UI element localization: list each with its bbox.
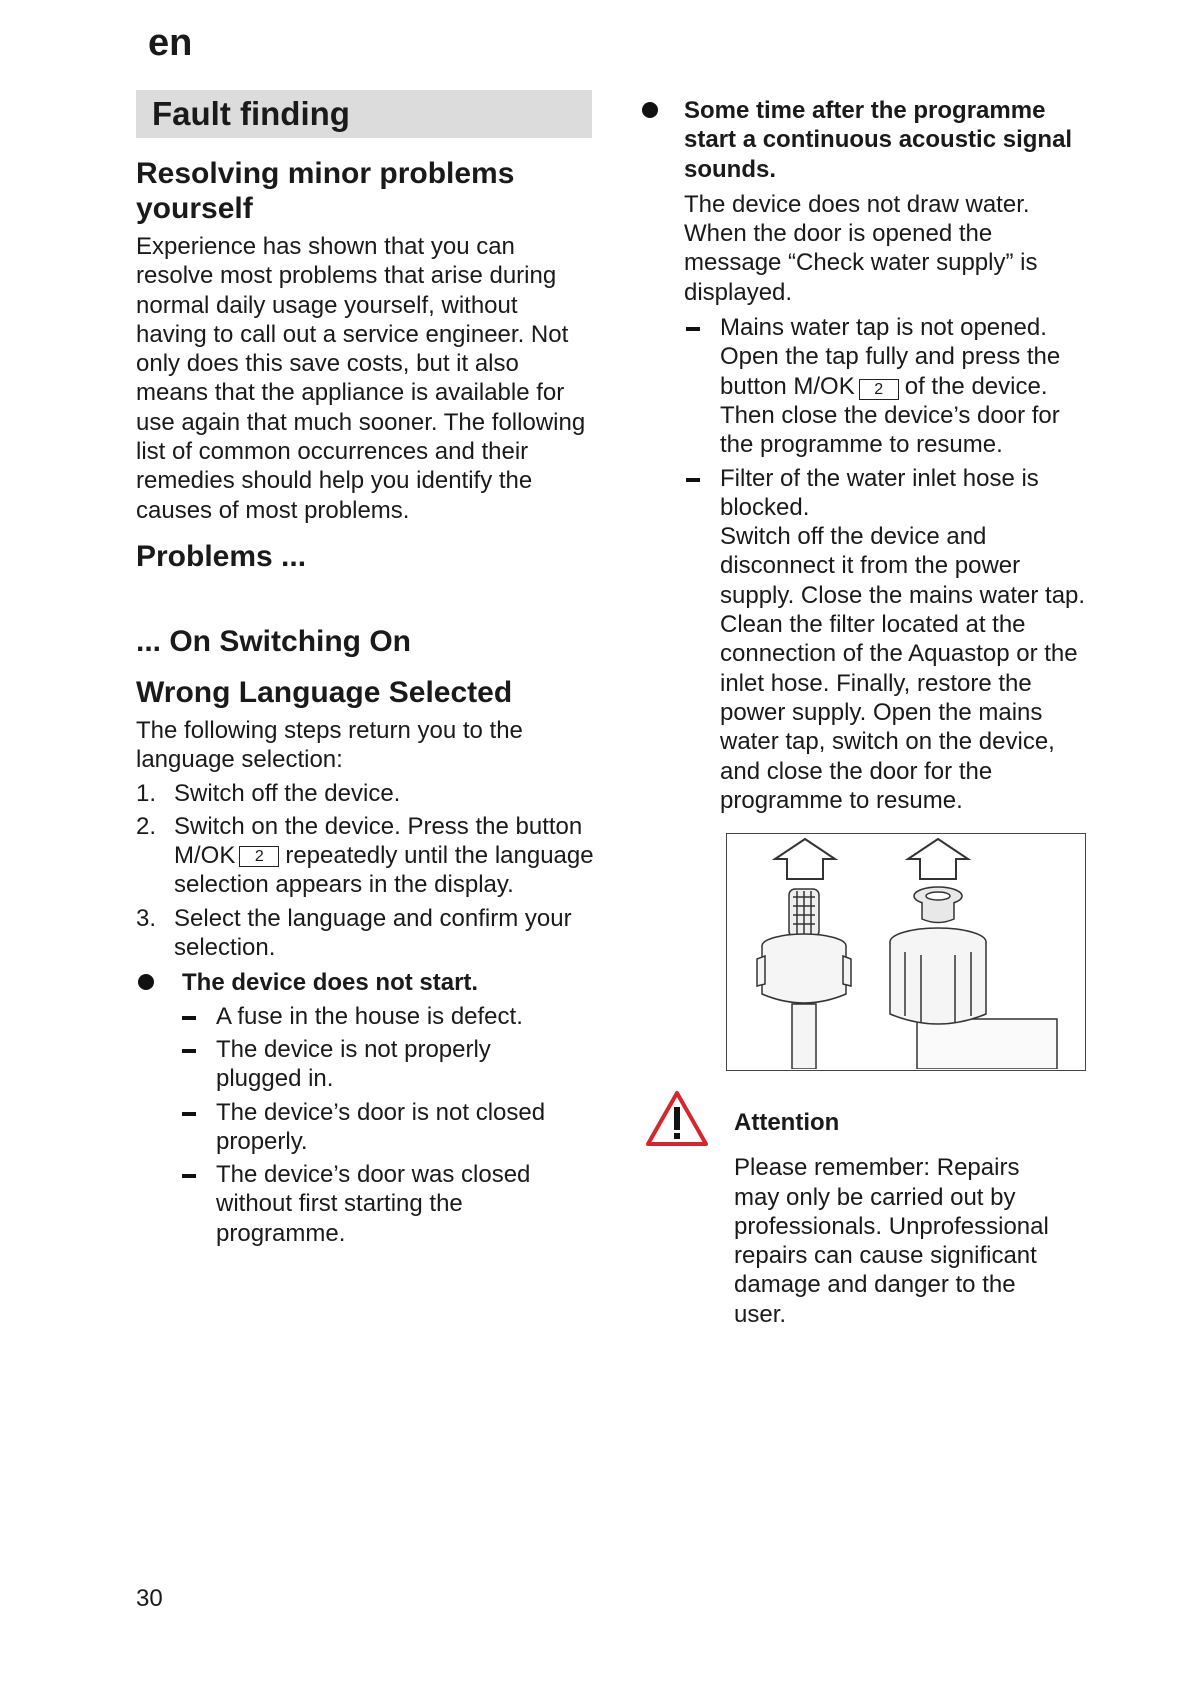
bullet-icon [642,102,658,118]
key-2-icon: 2 [239,846,279,867]
list-item: A fuse in the house is defect. [178,1002,578,1031]
list-item: The device is not properly plugged in. [178,1035,578,1094]
dash-icon [686,478,700,482]
step-2 [136,812,594,900]
page-number: 30 [136,1585,163,1612]
list-item: The device’s door was closed without first starting the programme. [178,1160,578,1248]
signal-text: The device does not draw water. When the door is opened the message “Check water supply” is displayed. [684,190,1038,306]
filter-ring [914,887,962,923]
bullet-icon [138,974,154,990]
heading-wrong-language: Wrong Language Selected [136,675,513,709]
list-item: Mains water tap is not opened. Open the tap fully and press the button M/OK 2 of the device. Then close the device’s door for the programme to resume. [682,313,1090,459]
warning-triangle-icon [645,1090,709,1148]
step-number: 3. [136,904,157,932]
key-2-icon: 2 [859,379,899,400]
signal-remedies [640,313,1090,815]
step-text-a: Switch on the device. Press the button M/OK [174,812,583,870]
signal-title: Some time after the programme start a continuous acoustic signal sounds. [684,97,1073,183]
heading-problems: Problems ... [136,539,307,573]
no-start-title: The device does not start. [182,969,479,997]
heading-on-switching-on: ... On Switching On [136,624,411,658]
right-column [640,96,1090,819]
dash-icon [686,327,700,331]
dash-icon [182,1016,196,1020]
left-column [136,90,594,1252]
language-code: en [148,22,193,64]
step-text: Select the language and confirm your selection. [174,904,572,962]
mesh-filter [789,889,819,937]
attention-text: Please remember: Repairs may only be carried out by professionals. Unprofessional repairs can cause significant damage and danger to the user. [734,1154,1049,1328]
steps-list [136,779,594,963]
step-number: 1. [136,779,157,807]
step-number: 2. [136,812,157,840]
aquastop-connector [890,928,1057,1069]
hose-nut [757,934,851,1069]
step-text-b: repeatedly until the language selection appears in the display. [174,842,594,899]
step-3 [136,904,594,963]
steps-intro: The following steps return you to the language selection: [136,716,523,774]
dash-icon [182,1174,196,1178]
dash-icon [182,1049,196,1053]
section-title: Fault finding [136,90,592,138]
filter-illustration [726,833,1086,1071]
up-arrow-icon [775,839,835,879]
step-text: Switch off the device. [174,779,401,807]
signal-block [640,96,1090,307]
filter-drawing [727,834,1084,1069]
no-start-list [136,1002,578,1248]
up-arrow-icon [908,839,968,879]
list-item: Filter of the water inlet hose is blocked. Switch off the device and disconnect it from the power supply. Close the mains water tap. Clean the filter located at the connection of the Aquastop or the inlet hose. Finally, restore the power supply. Open the mains water tap, switch on the device, and close the door for the programme to resume. [682,464,1090,816]
intro-paragraph: Experience has shown that you can resolve most problems that arise during normal daily usage yourself, without having to call out a service engineer. Not only does this save costs, but it also means that the appliance is available for use again that much sooner. The following list of common occurrences and their remedies should help you identify the causes of most problems. [136,233,586,524]
step-1 [136,779,594,808]
list-item: The device’s door is not closed properly. [178,1098,578,1157]
dash-icon [182,1112,196,1116]
attention-title: Attention [734,1109,840,1136]
heading-resolving: Resolving minor problems yourself [136,157,515,225]
no-start-block [136,968,594,997]
